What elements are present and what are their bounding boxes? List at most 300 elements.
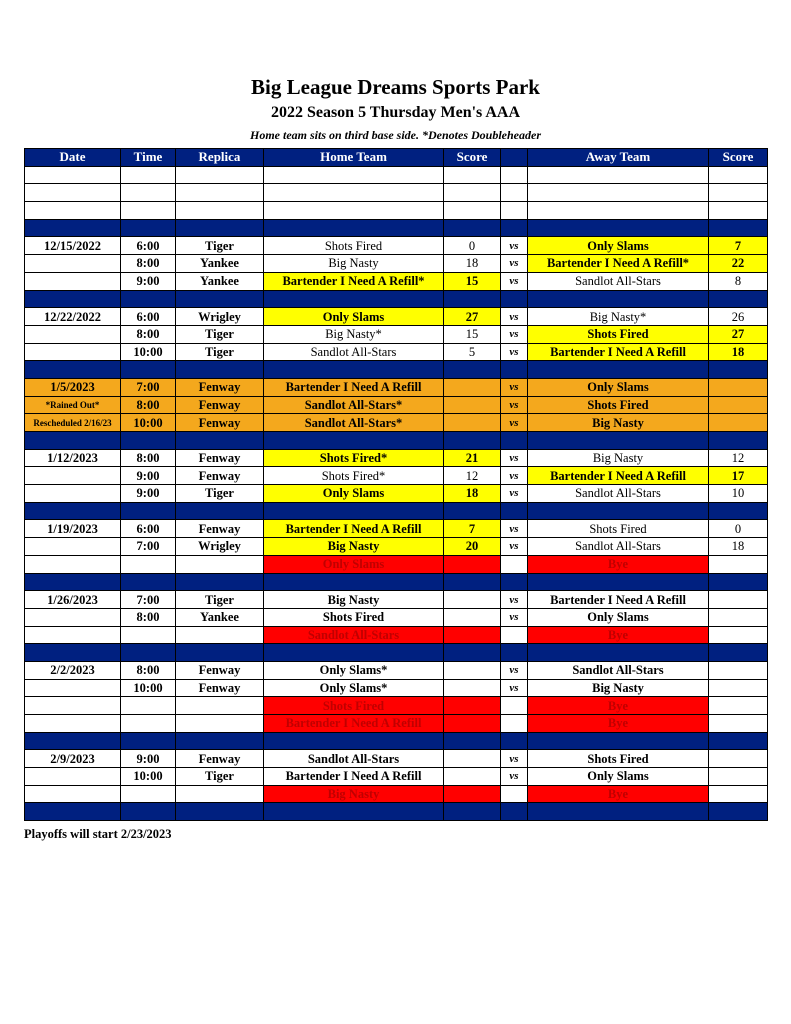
separator-cell (121, 361, 176, 379)
home-score-cell (444, 608, 501, 626)
away-team-cell: Shots Fired (528, 750, 709, 768)
home-score-cell: 5 (444, 343, 501, 361)
separator-cell (709, 644, 768, 662)
home-team-cell: Shots Fired (264, 608, 444, 626)
away-team-cell: Bartender I Need A Refill* (528, 255, 709, 273)
time-cell (121, 555, 176, 573)
separator-cell (501, 732, 528, 750)
vs-cell: vs (501, 467, 528, 485)
home-team-cell: Only Slams (264, 485, 444, 503)
time-cell: 8:00 (121, 449, 176, 467)
date-cell (25, 715, 121, 733)
game-row (25, 237, 768, 255)
game-row (25, 591, 768, 609)
home-score-cell (444, 768, 501, 786)
away-score-cell (709, 715, 768, 733)
time-cell: 9:00 (121, 272, 176, 290)
game-row (25, 661, 768, 679)
time-cell: 9:00 (121, 750, 176, 768)
week-separator-row (25, 573, 768, 591)
separator-cell (444, 361, 501, 379)
separator-cell (444, 219, 501, 237)
away-team-cell: Big Nasty (528, 414, 709, 432)
vs-cell: vs (501, 661, 528, 679)
blank-cell (176, 184, 264, 202)
away-team-cell: Bartender I Need A Refill (528, 591, 709, 609)
home-team-cell: Sandlot All-Stars* (264, 396, 444, 414)
date-cell (25, 467, 121, 485)
away-team-cell: Sandlot All-Stars (528, 272, 709, 290)
bye-team-cell: Sandlot All-Stars (264, 626, 444, 644)
replica-cell: Tiger (176, 343, 264, 361)
vs-cell: vs (501, 768, 528, 786)
away-team-cell: Only Slams (528, 768, 709, 786)
blank-cell (501, 166, 528, 184)
vs-cell (501, 555, 528, 573)
home-score-cell (444, 555, 501, 573)
separator-cell (25, 803, 121, 821)
away-team-cell: Bartender I Need A Refill (528, 467, 709, 485)
blank-cell (176, 166, 264, 184)
game-row (25, 272, 768, 290)
blank-cell (121, 166, 176, 184)
home-score-cell: 20 (444, 538, 501, 556)
away-score-cell: 10 (709, 485, 768, 503)
vs-cell (501, 697, 528, 715)
bye-label-cell: Bye (528, 697, 709, 715)
bye-label-cell: Bye (528, 555, 709, 573)
bye-row (25, 697, 768, 715)
away-score-cell (709, 378, 768, 396)
away-score-cell: 7 (709, 237, 768, 255)
home-score-cell (444, 591, 501, 609)
vs-cell: vs (501, 750, 528, 768)
home-team-cell: Sandlot All-Stars* (264, 414, 444, 432)
separator-cell (709, 732, 768, 750)
separator-cell (25, 361, 121, 379)
separator-cell (501, 803, 528, 821)
replica-cell: Fenway (176, 396, 264, 414)
blank-cell (709, 166, 768, 184)
replica-cell: Wrigley (176, 538, 264, 556)
home-team-cell: Big Nasty (264, 255, 444, 273)
separator-cell (264, 803, 444, 821)
vs-cell: vs (501, 520, 528, 538)
away-score-cell: 22 (709, 255, 768, 273)
separator-cell (25, 573, 121, 591)
away-score-cell (709, 396, 768, 414)
rained-out-row (25, 396, 768, 414)
away-score-cell: 12 (709, 449, 768, 467)
away-score-cell: 18 (709, 343, 768, 361)
separator-cell (176, 502, 264, 520)
blank-row (25, 202, 768, 220)
separator-cell (121, 732, 176, 750)
separator-cell (501, 290, 528, 308)
game-row (25, 520, 768, 538)
replica-cell: Wrigley (176, 308, 264, 326)
separator-cell (121, 219, 176, 237)
game-row (25, 608, 768, 626)
home-score-cell: 12 (444, 467, 501, 485)
home-team-cell: Shots Fired* (264, 467, 444, 485)
replica-cell: Fenway (176, 467, 264, 485)
separator-cell (528, 732, 709, 750)
separator-cell (444, 290, 501, 308)
replica-cell (176, 715, 264, 733)
home-team-cell: Sandlot All-Stars (264, 343, 444, 361)
date-cell (25, 538, 121, 556)
away-team-cell: Only Slams (528, 378, 709, 396)
time-cell: 6:00 (121, 308, 176, 326)
time-cell (121, 715, 176, 733)
week-separator-row (25, 644, 768, 662)
replica-cell: Yankee (176, 272, 264, 290)
separator-cell (501, 361, 528, 379)
away-team-cell: Only Slams (528, 608, 709, 626)
home-team-cell: Sandlot All-Stars (264, 750, 444, 768)
blank-cell (501, 202, 528, 220)
home-team-cell: Only Slams (264, 308, 444, 326)
away-team-cell: Only Slams (528, 237, 709, 255)
blank-cell (709, 184, 768, 202)
date-cell (25, 608, 121, 626)
blank-cell (25, 202, 121, 220)
week-separator-row (25, 803, 768, 821)
separator-cell (121, 290, 176, 308)
separator-cell (528, 361, 709, 379)
home-score-cell: 18 (444, 485, 501, 503)
col-vs-header (501, 149, 528, 167)
home-team-cell: Bartender I Need A Refill (264, 520, 444, 538)
time-cell (121, 697, 176, 715)
date-cell: 12/22/2022 (25, 308, 121, 326)
col-time-header: Time (121, 149, 176, 167)
replica-cell: Fenway (176, 520, 264, 538)
separator-cell (528, 573, 709, 591)
home-score-cell: 7 (444, 520, 501, 538)
separator-cell (444, 732, 501, 750)
week-separator-row (25, 290, 768, 308)
home-score-cell: 27 (444, 308, 501, 326)
date-cell (25, 343, 121, 361)
blank-cell (444, 202, 501, 220)
replica-cell: Tiger (176, 237, 264, 255)
separator-cell (176, 432, 264, 450)
vs-cell: vs (501, 449, 528, 467)
time-cell: 8:00 (121, 325, 176, 343)
separator-cell (264, 219, 444, 237)
replica-cell: Yankee (176, 255, 264, 273)
home-score-cell (444, 697, 501, 715)
home-score-cell (444, 378, 501, 396)
home-team-cell: Big Nasty (264, 591, 444, 609)
separator-cell (25, 644, 121, 662)
bye-team-cell: Only Slams (264, 555, 444, 573)
separator-cell (25, 290, 121, 308)
away-score-cell (709, 414, 768, 432)
away-score-cell: 26 (709, 308, 768, 326)
separator-cell (501, 219, 528, 237)
game-row (25, 255, 768, 273)
date-cell: 2/2/2023 (25, 661, 121, 679)
date-cell (25, 272, 121, 290)
time-cell (121, 785, 176, 803)
date-cell (25, 697, 121, 715)
vs-cell (501, 626, 528, 644)
blank-cell (121, 184, 176, 202)
home-score-cell: 15 (444, 272, 501, 290)
separator-cell (176, 219, 264, 237)
game-row (25, 485, 768, 503)
separator-cell (444, 803, 501, 821)
blank-cell (25, 166, 121, 184)
time-cell: 10:00 (121, 343, 176, 361)
away-team-cell: Big Nasty (528, 449, 709, 467)
date-cell (25, 768, 121, 786)
separator-cell (528, 644, 709, 662)
replica-cell (176, 555, 264, 573)
replica-cell: Fenway (176, 661, 264, 679)
col-replica-header: Replica (176, 149, 264, 167)
away-team-cell: Sandlot All-Stars (528, 538, 709, 556)
bye-team-cell: Bartender I Need A Refill (264, 715, 444, 733)
separator-cell (709, 361, 768, 379)
vs-cell (501, 715, 528, 733)
blank-cell (444, 166, 501, 184)
date-cell (25, 555, 121, 573)
time-cell (121, 626, 176, 644)
week-separator-row (25, 432, 768, 450)
home-score-cell: 15 (444, 325, 501, 343)
separator-cell (264, 502, 444, 520)
home-score-cell (444, 396, 501, 414)
separator-cell (501, 432, 528, 450)
col-away-header: Away Team (528, 149, 709, 167)
separator-cell (709, 219, 768, 237)
vs-cell (501, 785, 528, 803)
bye-team-cell: Big Nasty (264, 785, 444, 803)
vs-cell: vs (501, 591, 528, 609)
home-score-cell (444, 750, 501, 768)
blank-cell (528, 166, 709, 184)
blank-cell (264, 184, 444, 202)
away-score-cell (709, 661, 768, 679)
separator-cell (264, 432, 444, 450)
page-title: Big League Dreams Sports Park (251, 75, 540, 99)
date-cell (25, 255, 121, 273)
separator-cell (176, 573, 264, 591)
bye-row (25, 555, 768, 573)
away-team-cell: Bartender I Need A Refill (528, 343, 709, 361)
replica-cell: Fenway (176, 750, 264, 768)
replica-cell: Tiger (176, 325, 264, 343)
time-cell: 7:00 (121, 378, 176, 396)
schedule-table (24, 148, 768, 821)
replica-cell (176, 785, 264, 803)
separator-cell (528, 803, 709, 821)
separator-cell (25, 732, 121, 750)
page-subtitle: 2022 Season 5 Thursday Men's AAA (270, 104, 521, 121)
date-cell: *Rained Out* (25, 396, 121, 414)
separator-cell (709, 573, 768, 591)
game-row (25, 750, 768, 768)
away-score-cell (709, 555, 768, 573)
separator-cell (709, 803, 768, 821)
game-row (25, 343, 768, 361)
separator-cell (176, 732, 264, 750)
separator-cell (501, 502, 528, 520)
vs-cell: vs (501, 378, 528, 396)
blank-cell (25, 184, 121, 202)
col-date-header: Date (25, 149, 121, 167)
separator-cell (176, 290, 264, 308)
vs-cell: vs (501, 608, 528, 626)
date-cell: 1/19/2023 (25, 520, 121, 538)
game-row (25, 538, 768, 556)
home-score-cell (444, 715, 501, 733)
header-note: Home team sits on third base side. *Denotes Doubleheader (250, 128, 541, 142)
blank-cell (264, 202, 444, 220)
col-home-score-header: Score (444, 149, 501, 167)
home-team-cell: Big Nasty (264, 538, 444, 556)
replica-cell: Tiger (176, 485, 264, 503)
rained-out-row (25, 414, 768, 432)
time-cell: 9:00 (121, 485, 176, 503)
separator-cell (444, 432, 501, 450)
separator-cell (121, 644, 176, 662)
week-separator-row (25, 732, 768, 750)
footer-note: Playoffs will start 2/23/2023 (24, 827, 172, 841)
week-separator-row (25, 502, 768, 520)
blank-cell (528, 202, 709, 220)
away-score-cell: 17 (709, 467, 768, 485)
home-team-cell: Only Slams* (264, 661, 444, 679)
separator-cell (176, 803, 264, 821)
away-score-cell (709, 608, 768, 626)
away-team-cell: Big Nasty* (528, 308, 709, 326)
blank-cell (176, 202, 264, 220)
away-score-cell: 0 (709, 520, 768, 538)
vs-cell: vs (501, 396, 528, 414)
separator-cell (264, 290, 444, 308)
home-team-cell: Only Slams* (264, 679, 444, 697)
time-cell: 6:00 (121, 237, 176, 255)
separator-cell (25, 502, 121, 520)
vs-cell: vs (501, 679, 528, 697)
separator-cell (501, 644, 528, 662)
separator-cell (709, 290, 768, 308)
blank-row (25, 166, 768, 184)
separator-cell (176, 644, 264, 662)
separator-cell (528, 502, 709, 520)
separator-cell (25, 432, 121, 450)
date-cell (25, 626, 121, 644)
vs-cell: vs (501, 538, 528, 556)
away-team-cell: Shots Fired (528, 396, 709, 414)
vs-cell: vs (501, 255, 528, 273)
vs-cell: vs (501, 272, 528, 290)
game-row (25, 325, 768, 343)
col-home-header: Home Team (264, 149, 444, 167)
separator-cell (501, 573, 528, 591)
home-score-cell (444, 679, 501, 697)
time-cell: 10:00 (121, 414, 176, 432)
date-cell: Rescheduled 2/16/23 (25, 414, 121, 432)
separator-cell (444, 573, 501, 591)
game-row (25, 768, 768, 786)
week-separator-row (25, 219, 768, 237)
time-cell: 8:00 (121, 661, 176, 679)
game-row (25, 467, 768, 485)
home-team-cell: Bartender I Need A Refill (264, 768, 444, 786)
separator-cell (709, 502, 768, 520)
separator-cell (444, 644, 501, 662)
away-team-cell: Big Nasty (528, 679, 709, 697)
time-cell: 7:00 (121, 538, 176, 556)
bye-label-cell: Bye (528, 785, 709, 803)
date-cell: 1/12/2023 (25, 449, 121, 467)
away-score-cell: 18 (709, 538, 768, 556)
replica-cell: Tiger (176, 591, 264, 609)
replica-cell: Fenway (176, 414, 264, 432)
vs-cell: vs (501, 414, 528, 432)
away-score-cell (709, 697, 768, 715)
home-team-cell: Big Nasty* (264, 325, 444, 343)
separator-cell (121, 502, 176, 520)
separator-cell (528, 219, 709, 237)
date-cell (25, 679, 121, 697)
blank-cell (444, 184, 501, 202)
away-score-cell (709, 679, 768, 697)
col-away-score-header: Score (709, 149, 768, 167)
time-cell: 8:00 (121, 396, 176, 414)
separator-cell (121, 803, 176, 821)
away-team-cell: Shots Fired (528, 325, 709, 343)
home-team-cell: Shots Fired (264, 237, 444, 255)
away-score-cell (709, 768, 768, 786)
blank-cell (709, 202, 768, 220)
game-row (25, 449, 768, 467)
date-cell: 1/26/2023 (25, 591, 121, 609)
bye-team-cell: Shots Fired (264, 697, 444, 715)
blank-cell (528, 184, 709, 202)
date-cell: 12/15/2022 (25, 237, 121, 255)
separator-cell (444, 502, 501, 520)
separator-cell (709, 432, 768, 450)
blank-cell (501, 184, 528, 202)
vs-cell: vs (501, 485, 528, 503)
separator-cell (264, 644, 444, 662)
home-team-cell: Bartender I Need A Refill* (264, 272, 444, 290)
replica-cell: Fenway (176, 378, 264, 396)
rained-out-row (25, 378, 768, 396)
away-score-cell (709, 626, 768, 644)
replica-cell: Fenway (176, 679, 264, 697)
replica-cell: Fenway (176, 449, 264, 467)
home-score-cell (444, 661, 501, 679)
game-row (25, 679, 768, 697)
home-score-cell (444, 785, 501, 803)
separator-cell (121, 432, 176, 450)
vs-cell: vs (501, 343, 528, 361)
bye-label-cell: Bye (528, 715, 709, 733)
time-cell: 8:00 (121, 608, 176, 626)
separator-cell (25, 219, 121, 237)
time-cell: 7:00 (121, 591, 176, 609)
header-row (25, 149, 768, 167)
vs-cell: vs (501, 325, 528, 343)
